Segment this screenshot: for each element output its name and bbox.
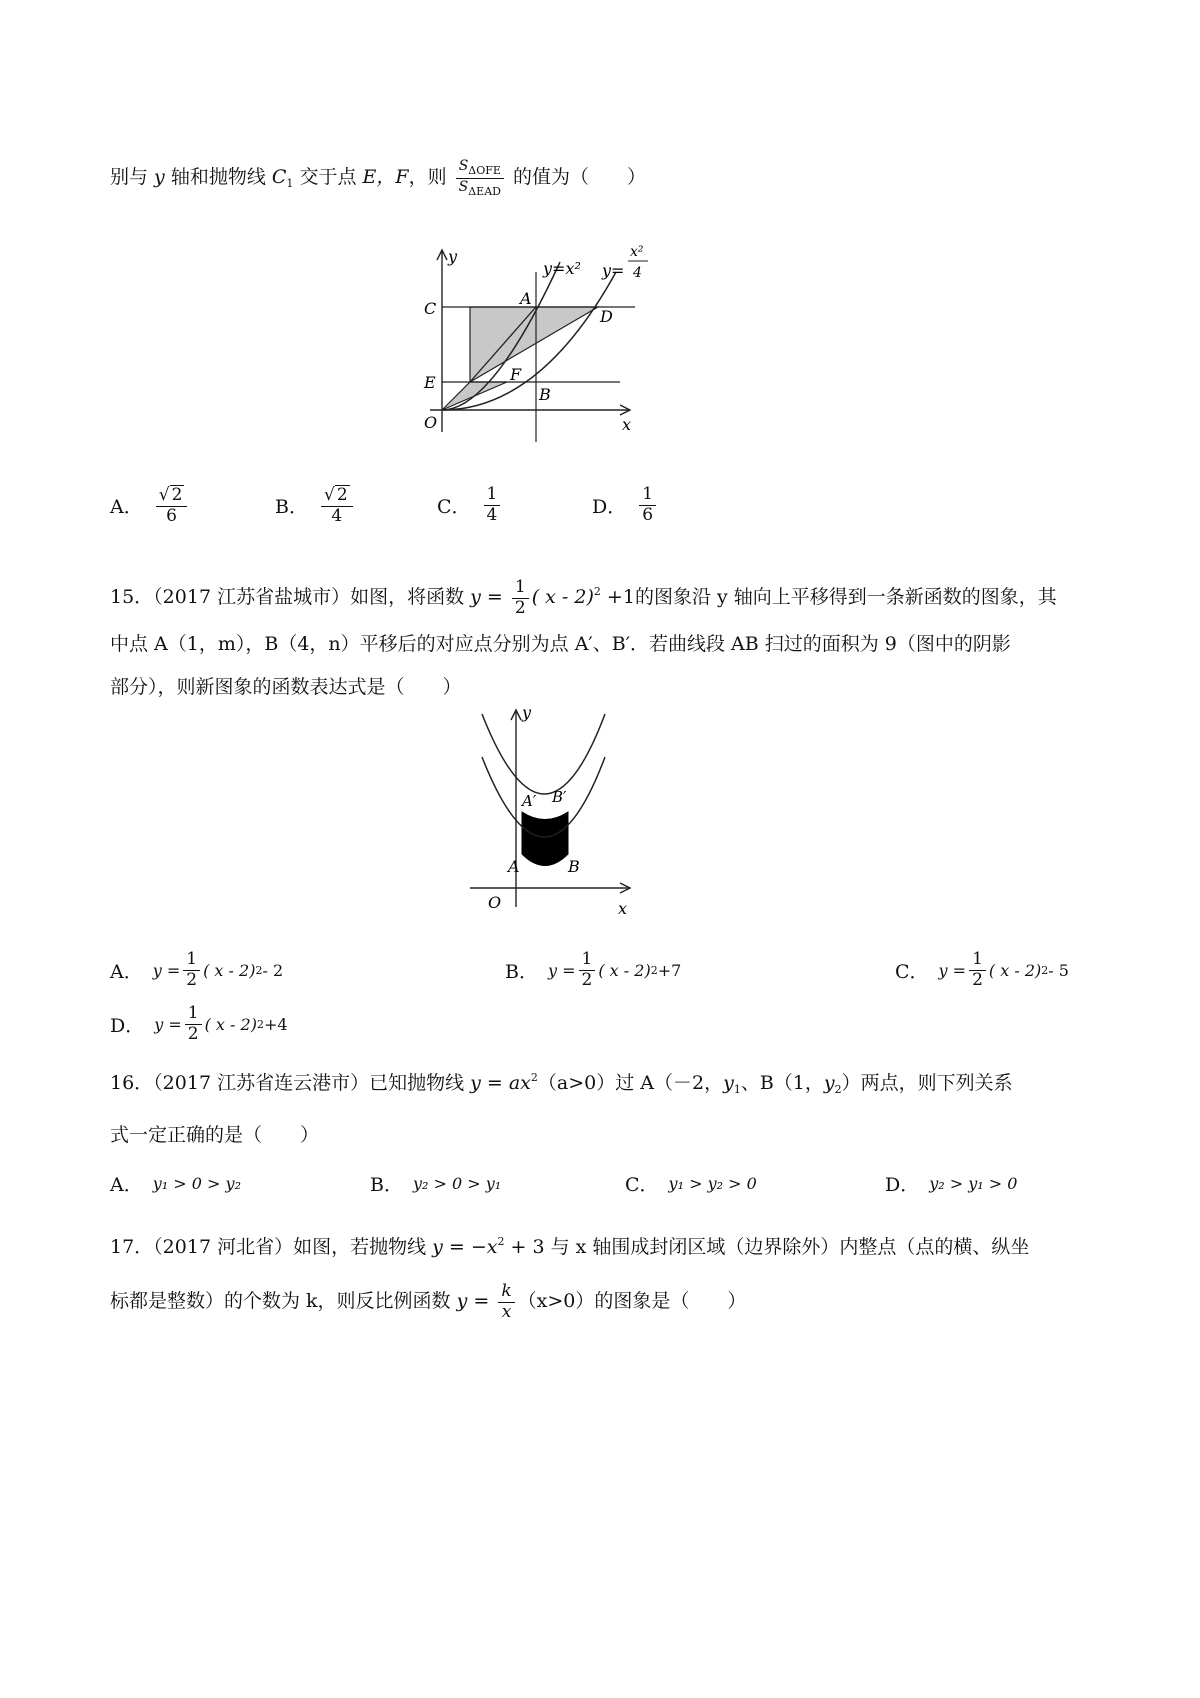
q15-label-o: O — [488, 893, 502, 912]
q15-option-b-den: 2 — [581, 969, 593, 990]
q15-option-c-exp: 2 — [1041, 963, 1049, 977]
q15-option-c-label: C． — [895, 960, 929, 983]
q16-y2: y — [823, 1072, 835, 1094]
q15-stem-line-3 — [110, 672, 462, 699]
q15-option-c[interactable] — [895, 950, 1069, 990]
q14-label-curve1: y=x² — [543, 259, 581, 278]
q14-figure — [420, 232, 660, 451]
q15-option-d-exp: 2 — [256, 1017, 264, 1031]
q14-label-curve2-pre: y= — [602, 261, 625, 280]
q16-option-c[interactable] — [625, 1170, 757, 1197]
q15-option-b-lhs: y = — [547, 960, 576, 980]
q15-option-c-den: 2 — [972, 969, 983, 990]
q15-option-a-lhs: y = — [152, 960, 181, 980]
q14-text-5: 的值为（ ） — [506, 166, 647, 189]
q17-text-3: 标都是整数）的个数为 k，则反比例函数 — [110, 1290, 457, 1313]
q15-text-2: 的图象沿 y 轴向上平移得到一条新函数的图象，其 — [634, 586, 1057, 609]
q15-option-b-rest: ( x - 2) — [598, 960, 651, 980]
q16-y1: y — [723, 1072, 734, 1094]
q15-func-num: 1 — [512, 578, 529, 599]
q15-func-rest: ( x - 2) — [531, 586, 594, 609]
q14-label-d: D — [600, 307, 613, 326]
q16-stem-line-1 — [110, 1068, 1013, 1096]
q15-figure — [460, 702, 680, 926]
q16-text-2: （a>0）过 A（－2， — [537, 1072, 724, 1094]
q17-func2-den: x — [501, 1301, 512, 1322]
q15-stem-line-2 — [110, 629, 1011, 656]
q14-option-c[interactable] — [437, 485, 503, 525]
q15-option-a-rest: ( x - 2) — [203, 960, 256, 980]
q15-shaded-region — [522, 812, 568, 866]
q14-var-c: C — [271, 166, 287, 189]
q17-stem-line-2 — [110, 1282, 746, 1322]
q15-option-c-num: 1 — [969, 950, 986, 971]
q15-option-c-expr — [939, 950, 1069, 990]
q14-label-a: A — [520, 289, 532, 308]
q14-option-b-den: 4 — [331, 505, 343, 526]
q14-option-d-den: 6 — [642, 504, 654, 525]
q15-option-b-label: B． — [505, 960, 538, 983]
q15-option-a-tail: - 2 — [262, 960, 284, 980]
q14-option-c-den: 4 — [486, 504, 498, 525]
q16-option-d-expr: y₂ > y₁ > 0 — [929, 1174, 1018, 1193]
q15-label-a-prime: A′ — [522, 792, 537, 810]
q17-func-tail: + 3 — [504, 1236, 545, 1258]
q15-graph — [460, 702, 680, 922]
q14-graph — [420, 232, 660, 447]
q14-stem-line — [110, 158, 646, 198]
q15-label-x: x — [618, 899, 628, 918]
q15-option-d-label: D． — [110, 1014, 145, 1037]
q14-label-curve2-num: x² — [630, 244, 644, 260]
q16-option-b[interactable] — [370, 1170, 501, 1197]
q16-option-b-expr: y₂ > 0 > y₁ — [412, 1174, 502, 1193]
q14-option-a[interactable] — [110, 485, 190, 526]
q15-option-c-tail: - 5 — [1048, 960, 1069, 980]
q17-func-exp: 2 — [497, 1235, 505, 1248]
q15-option-b[interactable] — [505, 950, 681, 990]
q16-option-c-expr: y₁ > y₂ > 0 — [668, 1174, 757, 1193]
q14-option-c-label: C． — [437, 495, 471, 518]
q14-option-d-label: D． — [592, 495, 627, 518]
q14-option-b[interactable] — [275, 485, 356, 526]
q15-option-b-expr — [548, 950, 681, 990]
q15-option-a-den: 2 — [186, 969, 198, 990]
q15-option-a-exp: 2 — [255, 963, 263, 977]
q14-option-b-label: B． — [275, 496, 308, 519]
q14-text-2: 轴和抛物线 — [164, 166, 272, 189]
q15-option-d[interactable] — [110, 1004, 288, 1044]
q14-option-c-value — [484, 485, 501, 525]
q14-label-f: F — [510, 365, 522, 384]
q15-option-d-expr — [154, 1004, 287, 1044]
q14-label-o: O — [424, 413, 438, 432]
q14-option-b-value: $\frac{√ 2}{4}$ — [321, 485, 353, 526]
q17-text-1: 17．（2017 河北省）如图，若抛物线 — [110, 1236, 433, 1258]
q17-func: y = −x — [432, 1236, 498, 1258]
q14-option-b-num: 2 — [336, 485, 348, 505]
q14-option-d-value — [639, 485, 656, 525]
q15-option-a-label: A． — [110, 960, 143, 983]
q16-stem-line-2 — [110, 1120, 319, 1147]
q14-option-a-den: 6 — [166, 505, 177, 526]
q16-option-a-expr: y₁ > 0 > y₂ — [152, 1174, 241, 1193]
q15-func-lhs: y = — [470, 586, 503, 609]
q14-option-c-num: 1 — [484, 485, 501, 506]
q14-ratio-den-sub: ΔEAD — [468, 184, 501, 198]
q15-option-a[interactable] — [110, 950, 283, 990]
q16-option-a[interactable] — [110, 1170, 241, 1197]
q14-option-a-label: A． — [110, 496, 143, 519]
q15-label-y: y — [522, 703, 532, 722]
q14-label-x: x — [622, 415, 632, 434]
q17-text-2: 与 x 轴围成封闭区域（边界除外）内整点（点的横、纵坐 — [544, 1236, 1030, 1258]
q14-label-y: y — [448, 247, 458, 266]
q14-text-4: ，则 — [408, 166, 453, 189]
q16-option-c-label: C． — [625, 1174, 659, 1196]
q16-option-d-label: D． — [885, 1174, 920, 1196]
q15-label-a: A — [508, 857, 520, 876]
q14-option-d-num: 1 — [639, 485, 656, 506]
q14-label-c: C — [424, 299, 437, 318]
q15-text-3: 中点 A（1，m），B（4，n）平移后的对应点分别为点 A′、B′．若曲线段 AB 扫过的面积为 9（图中的阴影 — [110, 633, 1011, 655]
q16-text-5: 式一定正确的是（ ） — [110, 1124, 320, 1146]
q17-stem-line-1 — [110, 1232, 1029, 1259]
q15-text-4: 部分），则新图象的函数表达式是（ ） — [110, 676, 462, 698]
q15-option-b-num: 1 — [579, 950, 596, 971]
q14-area-ratio — [456, 158, 504, 198]
q15-option-b-exp: 2 — [650, 963, 658, 977]
q14-label-e: E — [424, 373, 436, 392]
q15-func-frac — [512, 578, 529, 618]
q14-ratio-num: S — [458, 158, 469, 174]
q14-option-d[interactable] — [592, 485, 659, 525]
q15-func-tail: +1 — [600, 586, 635, 609]
q15-option-d-num: 1 — [185, 1004, 202, 1025]
q14-text-1: 别与 — [110, 166, 155, 189]
q16-y1-sub: 1 — [733, 1083, 741, 1096]
q15-option-b-tail: +7 — [657, 960, 682, 980]
q15-func-den: 2 — [514, 597, 526, 618]
q15-option-d-tail: +4 — [263, 1014, 288, 1034]
q14-option-a-value: $\frac{√ 2}{6}$ — [156, 485, 188, 526]
q16-func: y = ax — [470, 1072, 531, 1094]
q14-ratio-den: S — [458, 178, 469, 195]
q15-option-d-den: 2 — [187, 1023, 199, 1044]
q15-option-c-lhs: y = — [938, 960, 967, 980]
q14-ratio-num-sub: ΔOFE — [468, 164, 501, 177]
q17-func2-frac — [498, 1282, 514, 1322]
q14-label-b: B — [539, 385, 551, 404]
q16-option-d[interactable] — [885, 1170, 1017, 1197]
q15-label-b-prime: B′ — [552, 788, 567, 806]
q15-option-c-rest: ( x - 2) — [988, 960, 1042, 980]
q16-text-4: ）两点，则下列关系 — [841, 1072, 1013, 1094]
q14-option-a-num: 2 — [171, 485, 183, 505]
q15-curve-shifted — [482, 714, 605, 794]
q14-vars-ef: E，F — [362, 166, 409, 189]
q15-func-exp: 2 — [593, 585, 601, 599]
q16-option-b-label: B． — [370, 1174, 403, 1196]
q17-func2-lhs: y = — [456, 1290, 490, 1313]
q15-label-b: B — [568, 857, 580, 876]
q15-option-a-num: 1 — [183, 950, 200, 971]
q14-var-y: y — [154, 166, 165, 189]
q17-text-4: （x>0）的图象是（ ） — [517, 1290, 747, 1313]
q16-y2-sub: 2 — [834, 1083, 842, 1096]
q15-option-a-expr — [153, 950, 283, 990]
q15-option-d-lhs: y = — [154, 1014, 182, 1034]
q16-text-1: 16．（2017 江苏省连云港市）已知抛物线 — [110, 1072, 471, 1094]
q17-func2-num: k — [498, 1282, 514, 1303]
q14-label-curve2-den: 4 — [633, 265, 642, 281]
q15-stem-line-1 — [110, 578, 1057, 618]
q14-text-3: 交于点 — [293, 166, 363, 189]
q16-option-a-label: A． — [110, 1174, 143, 1196]
q14-var-c-sub: 1 — [286, 177, 294, 191]
q15-text-1: 15．（2017 江苏省盐城市）如图，将函数 — [110, 586, 471, 609]
q15-option-d-rest: ( x - 2) — [204, 1014, 257, 1034]
q16-func-exp: 2 — [530, 1071, 538, 1084]
q16-text-3: 、B（1， — [740, 1072, 824, 1094]
